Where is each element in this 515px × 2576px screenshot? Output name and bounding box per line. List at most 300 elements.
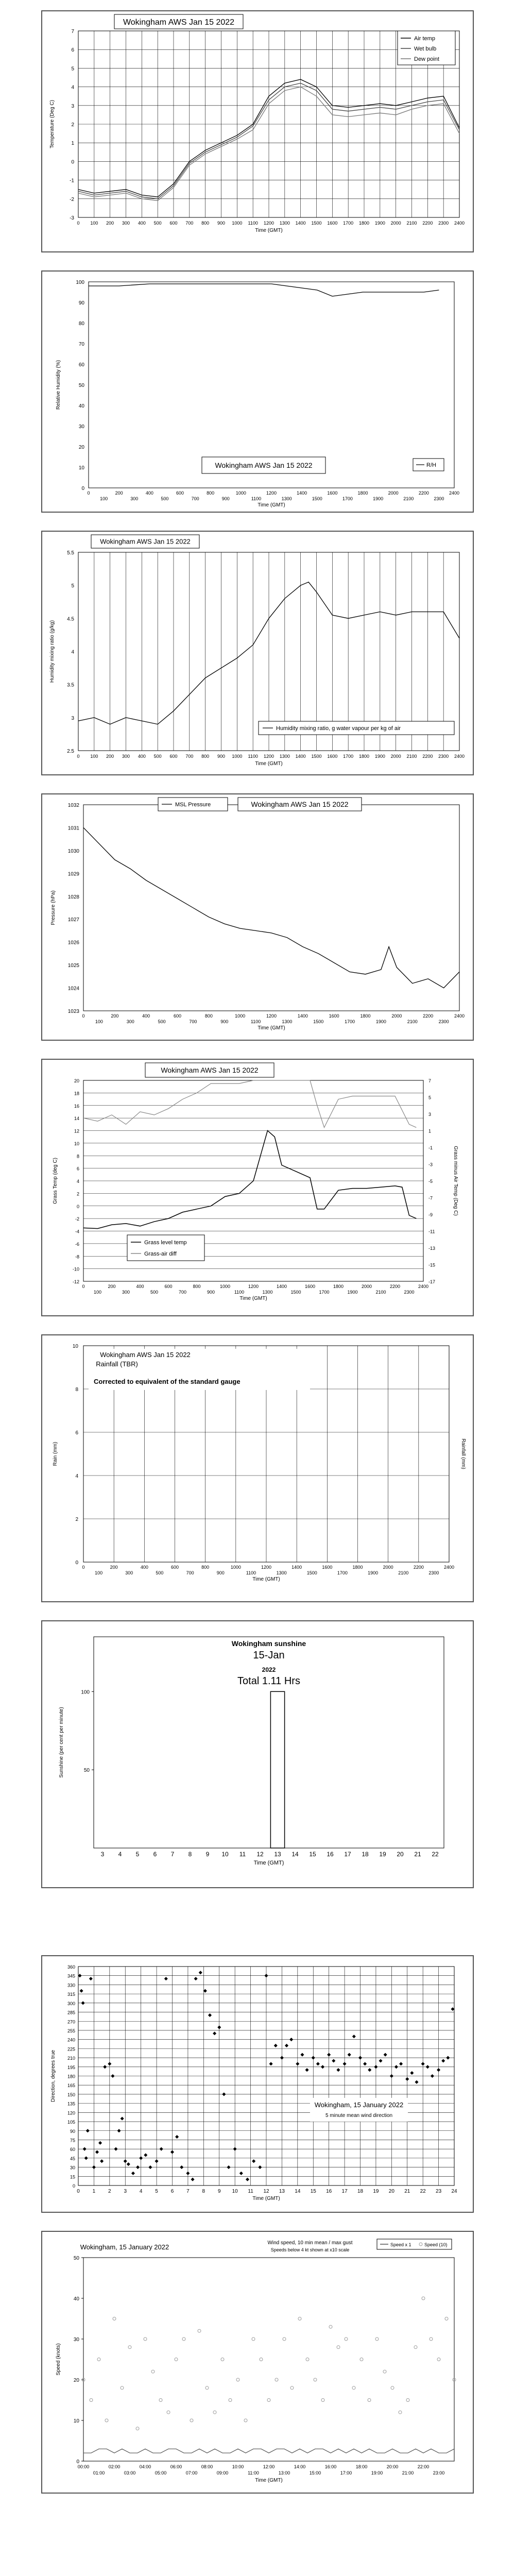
temp-legend-label-1: Wet bulb (414, 46, 437, 52)
mix-xtick-22: 2200 (422, 754, 433, 759)
speed-xlabel: Time (GMT) (255, 2478, 283, 2483)
mix-xtick-17: 1700 (343, 754, 354, 759)
rain-ytick-3: 6 (75, 1430, 78, 1436)
speed-xtick-bottom-8: 17:00 (340, 2470, 352, 2476)
temp-xtick-0: 0 (77, 221, 80, 226)
rain-ylabel-right: Rainfall (mm) (460, 1438, 466, 1469)
dir-ytick-1: 15 (70, 2174, 75, 2180)
temp-xtick-15: 1500 (311, 221, 322, 226)
grass-ytick-right-2: -13 (428, 1246, 436, 1251)
pres-xtick-top-9: 1800 (360, 1013, 371, 1019)
dir-xtick-1: 1 (92, 2189, 96, 2194)
rain-xtick-bottom-4: 900 (216, 1570, 225, 1575)
dir-ytick-23: 345 (67, 1973, 75, 1979)
rh-xtick-top-4: 800 (207, 490, 215, 496)
rain-xtick-top-8: 1600 (322, 1565, 333, 1570)
speed-xtick-top-8: 16:00 (324, 2464, 337, 2469)
dir-ylabel: Direction, degrees true (50, 2049, 56, 2103)
grass-ytick-9: 6 (76, 1166, 79, 1172)
grass-xtick-top-7: 1400 (276, 1284, 287, 1289)
dir-ytick-18: 270 (67, 2019, 75, 2025)
humidity-chart-panel (41, 270, 474, 513)
temp-xtick-17: 1700 (343, 221, 354, 226)
pres-ytick-9: 1032 (67, 803, 79, 808)
pres-xtick-bottom-4: 900 (220, 1019, 229, 1024)
dir-xtick-16: 16 (326, 2189, 332, 2194)
grass-ytick-2: -8 (75, 1254, 79, 1260)
rain-subtitle: Rainfall (TBR) (96, 1360, 138, 1368)
dir-ytick-16: 240 (67, 2037, 75, 2043)
rh-xtick-top-10: 2000 (388, 490, 399, 496)
temp-xtick-24: 2400 (454, 221, 465, 226)
rh-ytick-7: 70 (78, 342, 84, 347)
mix-ylabel: Humidity mixing ratio (g/kg) (49, 620, 55, 683)
mix-title: Wokingham AWS Jan 15 2022 (100, 537, 191, 546)
temp-xtick-1: 100 (90, 221, 98, 226)
grass-ytick-12: 12 (74, 1128, 79, 1134)
mix-xtick-0: 0 (77, 754, 80, 759)
rh-xtick-top-9: 1800 (357, 490, 368, 496)
temp-xtick-21: 2100 (406, 221, 417, 226)
speed-xtick-bottom-4: 09:00 (216, 2470, 229, 2476)
rain-xtick-bottom-1: 300 (125, 1570, 133, 1575)
rain-xtick-bottom-8: 1700 (337, 1570, 348, 1575)
mix-ytick-0: 2.5 (67, 749, 74, 754)
speed-xtick-bottom-10: 21:00 (402, 2470, 414, 2476)
mix-xtick-15: 1500 (311, 754, 322, 759)
dir-ytick-7: 105 (67, 2120, 75, 2125)
sun-xtick-7: 10 (221, 1851, 229, 1858)
temp-xtick-7: 700 (185, 221, 194, 226)
rh-xtick-top-2: 400 (145, 490, 153, 496)
pressure-chart-panel (41, 793, 474, 1041)
speed-legend-label-0: Speed x 1 (390, 2242, 411, 2247)
rain-ylabel: Rain (mm) (53, 1442, 58, 1466)
rain-xtick-top-12: 2400 (443, 1565, 455, 1570)
mix-ytick-6: 5.5 (67, 550, 74, 556)
pres-xtick-bottom-2: 500 (158, 1019, 166, 1024)
dir-xtick-12: 12 (263, 2189, 269, 2194)
rain-xtick-top-2: 400 (140, 1565, 148, 1570)
dir-xtick-24: 24 (451, 2189, 457, 2194)
rainfall-chart (42, 1335, 473, 1601)
temp-xtick-13: 1300 (279, 221, 290, 226)
dir-ytick-22: 330 (67, 1982, 75, 1988)
grass-ytick-right-0: -17 (428, 1279, 436, 1284)
grass-xtick-top-11: 2200 (389, 1284, 401, 1289)
sun-xtick-10: 13 (274, 1851, 281, 1858)
pres-xtick-top-5: 1000 (235, 1013, 246, 1019)
sun-xtick-3: 6 (153, 1851, 157, 1858)
pres-xtick-bottom-0: 100 (95, 1019, 103, 1024)
dir-xtick-4: 4 (139, 2189, 143, 2194)
pres-xtick-bottom-3: 700 (189, 1019, 197, 1024)
rh-xtick-bottom-11: 2300 (434, 496, 444, 501)
temp-xtick-4: 400 (138, 221, 146, 226)
rh-xtick-top-7: 1400 (297, 490, 307, 496)
mixing-ratio-chart-panel (41, 531, 474, 775)
sunshine-chart-panel (41, 1620, 474, 1888)
speed-xtick-top-11: 22:00 (417, 2464, 430, 2469)
rh-xtick-bottom-3: 700 (191, 496, 199, 501)
grass-xtick-bottom-0: 100 (93, 1290, 102, 1295)
speed-ytick-3: 30 (73, 2337, 79, 2343)
grass-xtick-bottom-8: 1700 (319, 1290, 330, 1295)
speed-xtick-bottom-11: 23:00 (433, 2470, 445, 2476)
mix-xtick-11: 1100 (248, 754, 258, 759)
pres-ytick-1: 1024 (67, 986, 79, 992)
pres-xtick-bottom-8: 1700 (345, 1019, 355, 1024)
wind-speed-chart-panel (41, 2231, 474, 2494)
rain-xtick-bottom-11: 2300 (428, 1570, 439, 1575)
speed-xtick-top-6: 12:00 (263, 2464, 275, 2469)
grass-ytick-4: -4 (75, 1229, 79, 1234)
dir-ytick-21: 315 (67, 1992, 75, 1997)
dir-xtick-22: 22 (420, 2189, 426, 2194)
sun-xtick-18: 21 (414, 1851, 421, 1858)
rain-xtick-bottom-6: 1300 (276, 1570, 287, 1575)
mix-xtick-18: 1800 (358, 754, 370, 759)
sun-ylabel: Sunshine (per cent per minute) (59, 1707, 64, 1778)
dir-ytick-6: 90 (70, 2128, 75, 2134)
rh-xtick-top-5: 1000 (235, 490, 246, 496)
rh-ytick-4: 40 (78, 403, 84, 409)
dir-xtick-9: 9 (217, 2189, 221, 2194)
sun-title: Wokingham sunshine (231, 1639, 306, 1648)
rh-ytick-3: 30 (78, 424, 84, 430)
grass-xtick-top-3: 600 (164, 1284, 173, 1289)
dir-ytick-20: 300 (67, 2001, 75, 2006)
sun-xtick-12: 15 (309, 1851, 316, 1858)
sun-xtick-6: 9 (205, 1851, 210, 1858)
rain-xtick-top-10: 2000 (383, 1565, 393, 1570)
rain-ytick-5: 10 (72, 1344, 78, 1349)
dir-ytick-17: 255 (67, 2028, 75, 2033)
grass-ytick-right-9: 1 (428, 1128, 432, 1134)
dir-xtick-6: 6 (170, 2189, 174, 2194)
rh-xlabel: Time (GMT) (258, 502, 285, 508)
grass-ytick-right-8: -1 (428, 1145, 433, 1150)
temp-xtick-12: 1200 (263, 221, 274, 226)
wind-direction-chart (42, 1956, 473, 2212)
sun-xtick-0: 3 (100, 1851, 105, 1858)
mix-xtick-4: 400 (138, 754, 146, 759)
pres-plot-area (83, 805, 459, 1011)
grass-temp-chart-panel (41, 1059, 474, 1316)
rh-ylabel: Relative Humidity (%) (56, 360, 61, 410)
pres-xtick-top-12: 2400 (454, 1013, 465, 1019)
dir-xtick-7: 7 (186, 2189, 190, 2194)
dir-xtick-14: 14 (295, 2189, 301, 2194)
grass-ylabel: Grass Temp (deg C) (53, 1158, 58, 1204)
grass-legend-label-1: Grass-air diff (144, 1251, 177, 1257)
wind-direction-chart-panel (41, 1955, 474, 2213)
grass-ytick-right-6: -5 (428, 1179, 433, 1184)
speed-xtick-top-2: 04:00 (139, 2464, 151, 2469)
temp-ytick-0: -3 (70, 215, 74, 221)
pres-ytick-5: 1028 (67, 894, 79, 900)
speed-xtick-top-9: 18:00 (355, 2464, 368, 2469)
temp-xtick-18: 1800 (358, 221, 370, 226)
sun-ytick-1: 100 (81, 1689, 90, 1696)
rain-note: Corrected to equivalent of the standard gauge (94, 1378, 241, 1385)
speed-legend-label-1: Speed (10) (424, 2242, 448, 2247)
temp-xtick-19: 1900 (374, 221, 385, 226)
pres-xtick-top-6: 1200 (266, 1013, 277, 1019)
grass-xtick-bottom-6: 1300 (262, 1290, 273, 1295)
speed-ytick-5: 50 (73, 2256, 79, 2261)
grass-xtick-top-10: 2000 (361, 1284, 372, 1289)
pres-xtick-top-4: 800 (204, 1013, 213, 1019)
temp-xtick-10: 1000 (232, 221, 243, 226)
speed-xtick-bottom-5: 11:00 (248, 2470, 259, 2476)
sun-xtick-1: 4 (118, 1851, 122, 1858)
speed-xtick-bottom-2: 05:00 (154, 2470, 167, 2476)
mix-xtick-10: 1000 (232, 754, 243, 759)
rain-xtick-top-9: 1800 (352, 1565, 363, 1570)
sun-xtick-14: 17 (344, 1851, 351, 1858)
sun-subtitle: 15-Jan (253, 1650, 285, 1661)
pres-xtick-bottom-5: 1100 (250, 1019, 261, 1024)
grass-ytick-1: -10 (72, 1266, 79, 1272)
speed-xtick-bottom-0: 01:00 (93, 2470, 105, 2476)
rh-ytick-2: 20 (78, 445, 84, 450)
temp-xtick-23: 2300 (438, 221, 449, 226)
dir-ytick-8: 120 (67, 2110, 75, 2116)
grass-xtick-bottom-11: 2300 (404, 1290, 415, 1295)
rain-xtick-bottom-7: 1500 (306, 1570, 317, 1575)
speed-subtitle: Wind speed, 10 min mean / max gust (267, 2240, 353, 2246)
dir-xtick-23: 23 (436, 2189, 442, 2194)
rh-xtick-bottom-6: 1300 (281, 496, 292, 501)
dir-ytick-24: 360 (67, 1964, 75, 1970)
grass-ytick-15: 18 (74, 1091, 79, 1096)
rh-title: Wokingham AWS Jan 15 2022 (215, 461, 313, 470)
pres-xtick-top-3: 600 (173, 1013, 182, 1019)
mix-xtick-23: 2300 (438, 754, 449, 759)
temperature-chart-panel (41, 10, 474, 252)
pres-xtick-bottom-6: 1300 (282, 1019, 293, 1024)
rh-ytick-0: 0 (81, 486, 84, 492)
sun-ytick-0: 50 (83, 1768, 90, 1774)
humidity-chart (42, 272, 473, 512)
grass-ytick-0: -12 (72, 1279, 79, 1284)
temp-xtick-16: 1600 (327, 221, 338, 226)
mix-xtick-1: 100 (90, 754, 98, 759)
grass-xtick-top-4: 800 (193, 1284, 201, 1289)
mix-ytick-3: 4 (71, 649, 74, 655)
rh-xtick-bottom-7: 1500 (312, 496, 322, 501)
grass-title: Wokingham AWS Jan 15 2022 (161, 1066, 259, 1075)
rain-xtick-bottom-0: 100 (95, 1570, 103, 1575)
rh-xtick-bottom-1: 300 (130, 496, 139, 501)
rh-xtick-bottom-2: 500 (161, 496, 169, 501)
speed-note: Speeds below 4 kt shown at x10 scale (270, 2247, 350, 2252)
temp-ytick-2: -1 (70, 178, 74, 184)
rain-ytick-2: 4 (75, 1473, 78, 1479)
dir-ytick-11: 165 (67, 2083, 75, 2089)
grass-ytick-8: 4 (76, 1179, 79, 1184)
temp-ytick-6: 3 (71, 103, 74, 109)
grass-xtick-bottom-3: 700 (178, 1290, 187, 1295)
rh-xtick-bottom-9: 1900 (373, 496, 384, 501)
dir-ytick-0: 0 (72, 2183, 75, 2189)
dir-ytick-14: 210 (67, 2056, 75, 2061)
sun-bar-10 (270, 1691, 284, 1848)
dir-xtick-5: 5 (155, 2189, 158, 2194)
pres-ytick-8: 1031 (67, 825, 79, 832)
sun-xtick-4: 7 (170, 1851, 175, 1858)
rainfall-chart-panel (41, 1334, 474, 1602)
pres-xtick-top-11: 2200 (423, 1013, 434, 1019)
temp-xtick-9: 900 (217, 221, 226, 226)
pres-ytick-4: 1027 (67, 917, 79, 923)
pres-ytick-7: 1030 (67, 848, 79, 854)
rain-ytick-1: 2 (75, 1517, 78, 1522)
grass-ytick-right-12: 7 (428, 1078, 432, 1083)
rh-xtick-bottom-8: 1700 (342, 496, 353, 501)
grass-xtick-bottom-5: 1100 (234, 1290, 245, 1295)
rh-xtick-top-6: 1200 (266, 490, 277, 496)
temp-xtick-22: 2200 (422, 221, 433, 226)
pres-xtick-top-7: 1400 (297, 1013, 308, 1019)
grass-ytick-right-5: -7 (428, 1195, 433, 1201)
dir-xtick-19: 19 (373, 2189, 379, 2194)
dir-ytick-5: 75 (70, 2138, 75, 2143)
sun-xtick-5: 8 (188, 1851, 192, 1858)
rh-ytick-8: 80 (78, 321, 84, 327)
rain-xtick-top-0: 0 (82, 1565, 85, 1570)
rh-xtick-bottom-4: 900 (221, 496, 230, 501)
pres-xtick-top-0: 0 (82, 1013, 85, 1019)
rain-xtick-bottom-3: 700 (186, 1570, 194, 1575)
temp-ytick-4: 1 (71, 141, 74, 147)
speed-ylabel: Speed (knots) (56, 2343, 61, 2376)
rh-xtick-bottom-10: 2100 (403, 496, 414, 501)
sun-xtick-19: 22 (432, 1851, 439, 1858)
grass-ytick-right-10: 3 (428, 1112, 432, 1117)
temp-legend-label-0: Air temp (414, 36, 435, 42)
sun-xtick-2: 5 (135, 1851, 140, 1858)
mix-xtick-21: 2100 (406, 754, 417, 759)
rh-ytick-6: 60 (78, 362, 84, 368)
pres-xtick-bottom-1: 300 (126, 1019, 134, 1024)
dir-xtick-2: 2 (108, 2189, 111, 2194)
rain-xtick-top-7: 1400 (291, 1565, 302, 1570)
grass-xtick-top-5: 1000 (219, 1284, 231, 1289)
grass-xtick-bottom-2: 500 (150, 1290, 159, 1295)
sun-xtick-15: 18 (362, 1851, 369, 1858)
speed-xtick-top-0: 00:00 (77, 2464, 90, 2469)
grass-ytick-5: -2 (75, 1216, 79, 1222)
rain-xtick-top-3: 600 (170, 1565, 179, 1570)
grass-xlabel: Time (GMT) (239, 1296, 267, 1301)
rain-xtick-bottom-9: 1900 (368, 1570, 379, 1575)
grass-xtick-top-12: 2400 (418, 1284, 429, 1289)
mix-xtick-13: 1300 (279, 754, 290, 759)
pres-ytick-6: 1029 (67, 871, 79, 877)
dir-xtick-0: 0 (77, 2189, 80, 2194)
temp-xtick-11: 1100 (248, 221, 258, 226)
temp-title: Wokingham AWS Jan 15 2022 (123, 18, 235, 27)
dir-ytick-2: 30 (70, 2165, 75, 2171)
sun-xtick-16: 19 (379, 1851, 386, 1858)
sunshine-chart (42, 1621, 473, 1887)
speed-xtick-top-4: 08:00 (201, 2464, 213, 2469)
dir-xtick-18: 18 (357, 2189, 364, 2194)
dir-xtick-17: 17 (341, 2189, 348, 2194)
temp-xtick-3: 300 (122, 221, 130, 226)
grass-ytick-right-11: 5 (428, 1095, 432, 1100)
pres-xtick-top-1: 200 (111, 1013, 119, 1019)
grass-ytick-16: 20 (74, 1078, 79, 1083)
rain-ytick-4: 8 (75, 1387, 78, 1393)
mixing-ratio-chart (42, 532, 473, 774)
temp-xtick-20: 2000 (390, 221, 401, 226)
grass-ytick-13: 14 (74, 1116, 79, 1122)
dir-xtick-15: 15 (310, 2189, 316, 2194)
sun-year: 2022 (262, 1666, 276, 1673)
pres-ylabel: Pressure (hPa) (50, 890, 56, 925)
temp-ylabel: Temperature (Deg C) (49, 100, 55, 148)
grass-ytick-10: 8 (76, 1154, 79, 1159)
grass-xtick-bottom-1: 300 (122, 1290, 130, 1295)
dir-ytick-10: 150 (67, 2092, 75, 2097)
dir-title: Wokingham, 15 January 2022 (314, 2101, 404, 2109)
speed-ytick-2: 20 (73, 2378, 79, 2383)
speed-xtick-top-3: 06:00 (170, 2464, 182, 2469)
sun-total: Total 1.11 Hrs (237, 1675, 300, 1687)
grass-xtick-bottom-10: 2100 (375, 1290, 386, 1295)
speed-xtick-top-10: 20:00 (386, 2464, 399, 2469)
rain-xlabel: Time (GMT) (252, 1577, 280, 1582)
dir-xtick-20: 20 (388, 2189, 394, 2194)
rh-xtick-bottom-5: 1100 (251, 496, 262, 501)
dir-ytick-3: 45 (70, 2156, 75, 2161)
dir-xtick-21: 21 (404, 2189, 410, 2194)
rain-xtick-bottom-10: 2100 (398, 1570, 409, 1575)
dir-xtick-11: 11 (248, 2189, 253, 2194)
rh-xtick-bottom-0: 100 (100, 496, 108, 501)
temp-ytick-1: -2 (70, 196, 74, 202)
rh-xtick-top-1: 200 (115, 490, 123, 496)
mix-xtick-2: 200 (106, 754, 114, 759)
speed-xtick-bottom-9: 19:00 (371, 2470, 383, 2476)
pres-ytick-2: 1025 (67, 963, 79, 969)
speed-xtick-bottom-7: 15:00 (309, 2470, 321, 2476)
speed-ytick-1: 10 (73, 2418, 79, 2424)
wind-speed-chart (42, 2232, 473, 2493)
mix-ytick-4: 4.5 (67, 616, 74, 622)
temp-xtick-14: 1400 (295, 221, 306, 226)
pres-xtick-bottom-10: 2100 (407, 1019, 418, 1024)
grass-ytick-3: -6 (75, 1241, 79, 1247)
rh-xtick-top-3: 600 (176, 490, 184, 496)
mix-xtick-9: 900 (217, 754, 226, 759)
temp-legend-label-2: Dew point (414, 56, 439, 62)
dir-xlabel: Time (GMT) (252, 2196, 280, 2201)
pres-title: Wokingham AWS Jan 15 2022 (251, 800, 349, 809)
dir-ytick-12: 180 (67, 2074, 75, 2079)
temp-ytick-10: 7 (71, 29, 74, 35)
mix-xtick-5: 500 (153, 754, 162, 759)
rain-xtick-bottom-2: 500 (156, 1570, 164, 1575)
rh-xtick-top-11: 2200 (418, 490, 429, 496)
rh-ytick-5: 50 (78, 383, 84, 388)
temp-ytick-5: 2 (71, 122, 74, 128)
pres-xtick-bottom-9: 1900 (375, 1019, 386, 1024)
grass-ylabel-right: Grass minus Air Temp (Deg C) (453, 1146, 458, 1216)
